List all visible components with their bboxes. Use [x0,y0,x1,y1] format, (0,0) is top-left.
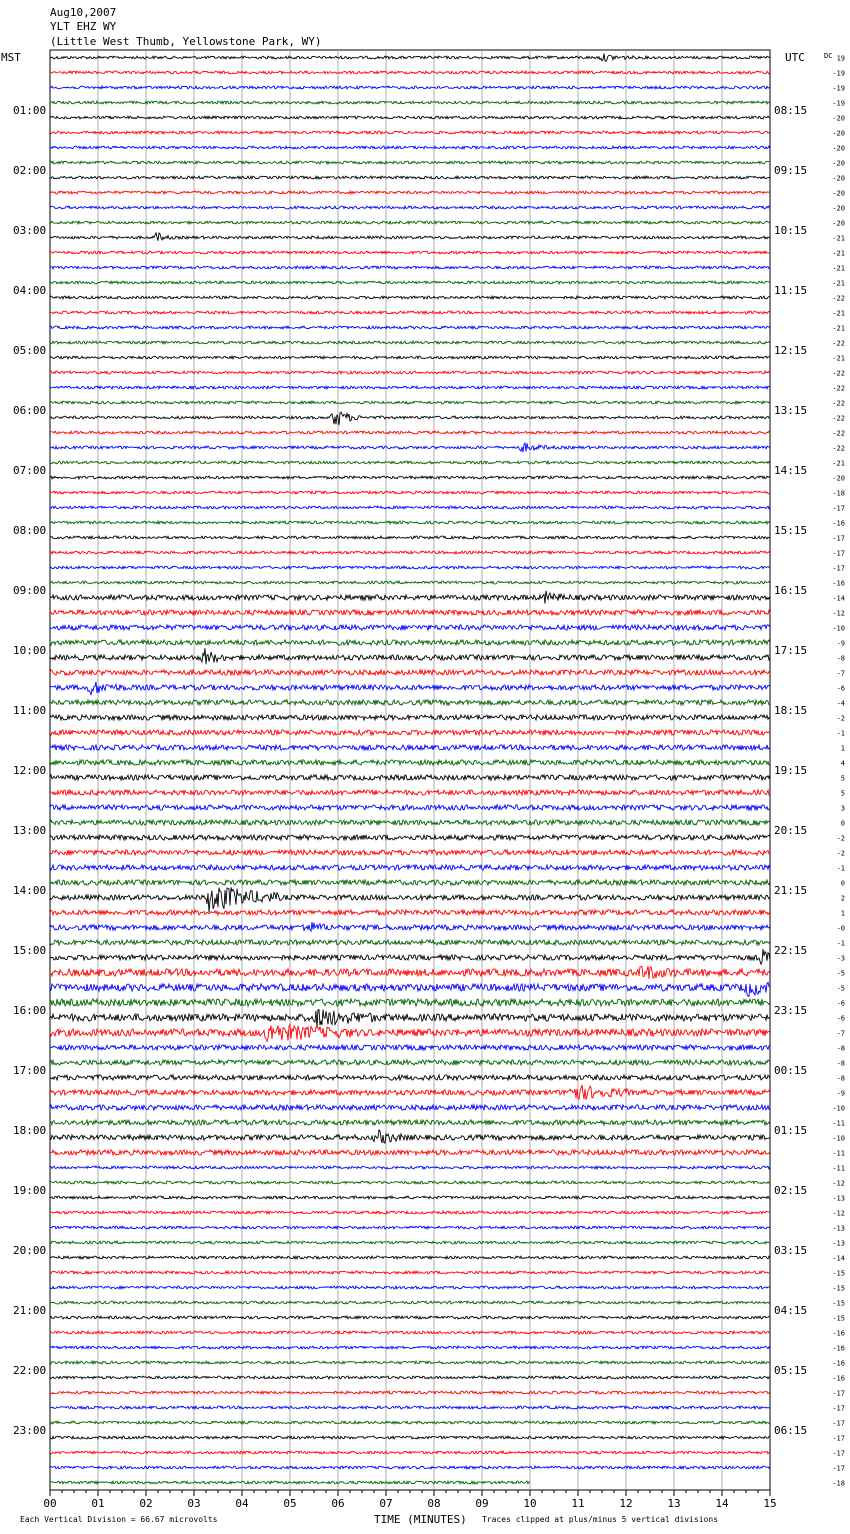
trace-row-34 [50,566,770,569]
trace-row-10 [50,206,770,209]
trace-row-85 [50,1331,770,1334]
dc-offset-label: -9 [836,1089,845,1098]
trace-row-91 [50,1421,770,1424]
trace-row-2 [50,86,770,89]
dc-offset-label: -15 [832,1314,845,1323]
trace-row-57 [50,910,770,915]
dc-offset-label: -2 [836,834,845,843]
x-axis [43,1490,776,1510]
left-time-label: 18:00 [13,1124,47,1137]
dc-offset-label: -15 [832,1269,845,1278]
trace-row-40 [50,648,770,664]
dc-offset-label: -18 [832,489,845,498]
dc-offset-label: -12 [832,609,845,618]
trace-row-93 [50,1451,770,1454]
trace-row-24 [50,412,770,425]
dc-offset-label: -16 [832,1329,845,1338]
trace-row-65 [50,1024,770,1041]
dc-offset-label: -8 [836,1059,845,1068]
dc-offset-label: -15 [832,1284,845,1293]
trace-row-88 [50,1376,770,1379]
left-time-labels [13,104,46,1437]
trace-row-32 [50,536,770,539]
trace-row-89 [50,1391,770,1394]
dc-offset-label: -22 [832,339,845,348]
trace-row-79 [50,1241,770,1244]
trace-row-29 [50,491,770,494]
dc-offset-label: -11 [832,1149,845,1158]
dc-offset-label: -20 [832,474,845,483]
dc-offset-label: -12 [832,1179,845,1188]
dc-offset-label: -13 [832,1224,845,1233]
trace-row-77 [50,1211,770,1214]
dc-offset-label: -22 [832,294,845,303]
x-tick-label: 12 [619,1497,633,1510]
left-time-label: 01:00 [13,104,47,117]
left-time-label: 22:00 [13,1364,47,1377]
trace-row-25 [50,431,770,434]
dc-offset-label: -5 [836,969,845,978]
right-time-label: 21:15 [774,884,808,897]
trace-row-60 [50,949,770,964]
trace-row-83 [50,1301,770,1304]
left-time-label: 09:00 [13,584,47,597]
trace-row-19 [50,341,770,344]
dc-offset-label: -16 [832,1374,845,1383]
dc-offset-label: -20 [832,204,845,213]
trace-row-75 [50,1181,770,1184]
trace-row-28 [50,476,770,479]
trace-row-49 [50,790,770,795]
dc-offset-label: -20 [832,114,845,123]
x-tick-label: 11 [571,1497,585,1510]
x-tick-label: 06 [331,1497,345,1510]
dc-offset-label: -14 [832,594,845,603]
left-time-label: 16:00 [13,1004,47,1017]
dc-offset-label: -18 [832,1479,845,1488]
left-time-label: 13:00 [13,824,47,837]
dc-offset-label: 5 [840,789,845,798]
trace-row-26 [50,443,770,452]
dc-offset-label: -4 [836,699,845,708]
dc-offset-label: -8 [836,654,845,663]
trace-row-13 [50,251,770,254]
dc-offset-label: -21 [832,279,845,288]
trace-row-5 [50,131,770,134]
trace-row-27 [50,461,770,464]
dc-offset-label: -16 [832,579,845,588]
dc-offset-label: -17 [832,1419,845,1428]
dc-offset-label: -10 [832,1104,845,1113]
trace-row-1 [50,71,770,74]
left-timezone-label: MST [1,51,21,64]
right-timezone-label: UTC [785,51,805,64]
trace-row-84 [50,1316,770,1319]
trace-row-9 [50,191,770,194]
left-time-label: 23:00 [13,1424,47,1437]
trace-row-43 [50,700,770,705]
trace-row-70 [50,1105,770,1110]
x-tick-label: 15 [763,1497,777,1510]
right-time-label: 10:15 [774,224,808,237]
dc-offset-label: -20 [832,129,845,138]
dc-offset-label: 19 [836,54,845,63]
right-time-label: 22:15 [774,944,808,957]
dc-offset-label: -11 [832,1119,845,1128]
dc-offset-label: -19 [832,99,845,108]
trace-row-8 [50,176,770,179]
header-station: YLT EHZ WY [50,20,117,33]
trace-row-64 [50,1010,770,1028]
left-time-label: 15:00 [13,944,47,957]
dc-offset-label: -0 [836,924,845,933]
dc-offset-label: -22 [832,384,845,393]
x-tick-label: 09 [475,1497,489,1510]
left-time-label: 14:00 [13,884,47,897]
x-tick-label: 14 [715,1497,729,1510]
trace-row-35 [50,581,770,584]
dc-offset-label: 5 [840,774,845,783]
dc-offset-label: -20 [832,189,845,198]
trace-row-54 [50,865,770,870]
dc-offset-label: -5 [836,984,845,993]
left-time-label: 04:00 [13,284,47,297]
dc-offset-label: -17 [832,1404,845,1413]
trace-row-73 [50,1150,770,1155]
trace-row-20 [50,356,770,359]
trace-row-56 [50,887,770,912]
right-time-label: 05:15 [774,1364,808,1377]
header-location: (Little West Thumb, Yellowstone Park, WY) [50,35,322,48]
x-tick-label: 03 [187,1497,201,1510]
x-tick-label: 02 [139,1497,153,1510]
dc-offset-label: -21 [832,354,845,363]
trace-row-42 [50,682,770,695]
footer-clip-note: Traces clipped at plus/minus 5 vertical divisions [482,1515,719,1524]
trace-row-44 [50,715,770,720]
dc-offset-label: -12 [832,1209,845,1218]
dc-offset-label: -13 [832,1194,845,1203]
dc-offset-label: -16 [832,1344,845,1353]
right-time-label: 13:15 [774,404,808,417]
trace-row-50 [50,805,770,810]
dc-offset-label: -16 [832,519,845,528]
dc-offset-label: -8 [836,1044,845,1053]
trace-row-94 [50,1466,770,1469]
dc-offset-label: -17 [832,1389,845,1398]
trace-row-38 [50,625,770,630]
left-time-label: 05:00 [13,344,47,357]
dc-offset-label: -21 [832,459,845,468]
dc-offset-label: -20 [832,174,845,183]
dc-offset-label: -21 [832,234,845,243]
left-time-label: 02:00 [13,164,47,177]
dc-offset-label: -17 [832,1464,845,1473]
dc-offset-label: -1 [836,939,845,948]
x-tick-label: 13 [667,1497,681,1510]
trace-row-48 [50,775,770,780]
trace-row-46 [50,745,770,750]
trace-row-16 [50,296,770,299]
x-tick-label: 00 [43,1497,57,1510]
left-time-label: 17:00 [13,1064,47,1077]
trace-row-12 [50,233,770,241]
trace-row-78 [50,1226,770,1229]
right-time-label: 12:15 [774,344,808,357]
trace-row-36 [50,591,770,604]
dc-offset-label: -10 [832,1134,845,1143]
dc-offset-label: -19 [832,69,845,78]
right-time-label: 11:15 [774,284,808,297]
dc-offset-label: -2 [836,714,845,723]
trace-row-87 [50,1361,770,1364]
dc-offset-label: -16 [832,1359,845,1368]
left-time-label: 07:00 [13,464,47,477]
trace-row-47 [50,760,770,765]
dc-offset-label: -17 [832,564,845,573]
dc-offset-label: -9 [836,639,845,648]
x-tick-label: 10 [523,1497,537,1510]
dc-offset-label: -17 [832,549,845,558]
trace-row-68 [50,1075,770,1080]
left-time-label: 10:00 [13,644,47,657]
dc-offset-label: -13 [832,1239,845,1248]
header-date: Aug10,2007 [50,6,117,19]
trace-row-39 [50,640,770,645]
trace-row-67 [50,1060,770,1065]
dc-offset-label: -19 [832,84,845,93]
trace-group [50,54,770,1484]
trace-row-11 [50,221,770,224]
left-time-label: 20:00 [13,1244,47,1257]
right-time-label: 14:15 [774,464,808,477]
right-time-label: 00:15 [774,1064,808,1077]
trace-row-63 [50,999,770,1006]
trace-row-86 [50,1346,770,1349]
dc-offset-label: -21 [832,264,845,273]
trace-row-22 [50,386,770,389]
trace-row-45 [50,730,770,735]
dc-offset-label: -17 [832,504,845,513]
dc-offset-label: -1 [836,729,845,738]
trace-row-66 [50,1045,770,1050]
dc-offset-label: -17 [832,534,845,543]
left-time-label: 08:00 [13,524,47,537]
trace-row-21 [50,371,770,374]
dc-offset-label: -1 [836,864,845,873]
dc-offset-label: 3 [840,804,845,813]
trace-row-80 [50,1256,770,1259]
dc-offset-label: -22 [832,369,845,378]
dc-offset-label: -7 [836,669,845,678]
dc-offset-label: -14 [832,1254,845,1263]
trace-row-58 [50,922,770,931]
dc-offset-label: -21 [832,249,845,258]
x-tick-label: 04 [235,1497,249,1510]
trace-row-3 [50,101,770,104]
left-time-label: 06:00 [13,404,47,417]
dc-offset-label: -10 [832,624,845,633]
right-time-label: 04:15 [774,1304,808,1317]
dc-offset-label: -22 [832,414,845,423]
dc-offset-label: -3 [836,954,845,963]
trace-row-82 [50,1286,770,1289]
dc-offset-label: 2 [840,894,845,903]
trace-row-4 [50,116,770,119]
x-axis-label: TIME (MINUTES) [374,1513,467,1526]
trace-row-23 [50,401,770,404]
trace-row-41 [50,670,770,675]
trace-row-59 [50,940,770,945]
trace-row-71 [50,1120,770,1125]
trace-row-18 [50,326,770,329]
trace-row-17 [50,311,770,314]
trace-row-74 [50,1166,770,1169]
trace-row-55 [50,880,770,885]
trace-row-52 [50,835,770,840]
dc-offset-label: -7 [836,1029,845,1038]
trace-row-53 [50,850,770,855]
trace-row-81 [50,1271,770,1274]
trace-row-0 [50,54,770,62]
footer-division-note: Each Vertical Division = 66.67 microvolts [20,1515,218,1524]
right-time-label: 20:15 [774,824,808,837]
x-tick-label: 05 [283,1497,297,1510]
left-time-label: 21:00 [13,1304,47,1317]
dc-offset-label: -22 [832,399,845,408]
right-time-label: 16:15 [774,584,808,597]
trace-row-14 [50,266,770,269]
dc-offset-label: -6 [836,999,845,1008]
dc-offset-label: -2 [836,849,845,858]
left-time-label: 11:00 [13,704,47,717]
dc-offset-label: -17 [832,1434,845,1443]
right-time-label: 01:15 [774,1124,808,1137]
trace-row-31 [50,521,770,524]
trace-row-6 [50,146,770,149]
trace-row-61 [50,966,770,979]
x-tick-label: 07 [379,1497,393,1510]
dc-offset-label: -22 [832,444,845,453]
dc-offset-label: -6 [836,1014,845,1023]
left-time-label: 03:00 [13,224,47,237]
dc-offset-label: 0 [840,819,845,828]
trace-row-30 [50,506,770,509]
x-tick-label: 08 [427,1497,441,1510]
dc-offset-label: 1 [840,909,845,918]
right-time-label: 06:15 [774,1424,808,1437]
left-time-label: 19:00 [13,1184,47,1197]
trace-row-51 [50,820,770,825]
right-time-label: 18:15 [774,704,808,717]
trace-row-72 [50,1130,770,1143]
trace-row-7 [50,161,770,164]
x-tick-label: 01 [91,1497,105,1510]
dc-offset-label: -20 [832,159,845,168]
trace-row-92 [50,1436,770,1439]
right-time-label: 02:15 [774,1184,808,1197]
trace-row-76 [50,1196,770,1199]
dc-offset-label: 0 [840,879,845,888]
right-time-label: 09:15 [774,164,808,177]
dc-offset-label: -6 [836,684,845,693]
left-time-label: 12:00 [13,764,47,777]
dc-offset-label: -8 [836,1074,845,1083]
right-time-label: 03:15 [774,1244,808,1257]
dc-offset-label: -22 [832,429,845,438]
trace-row-69 [50,1085,770,1100]
trace-row-15 [50,281,770,284]
right-time-label: 23:15 [774,1004,808,1017]
right-time-label: 15:15 [774,524,808,537]
dc-offset-labels [832,55,845,1488]
dc-offset-label: -20 [832,219,845,228]
dc-offset-label: -21 [832,309,845,318]
dc-offset-label: -11 [832,1164,845,1173]
dc-offset-label: -21 [832,324,845,333]
right-time-labels [774,104,807,1437]
trace-row-90 [50,1406,770,1409]
right-time-label: 19:15 [774,764,808,777]
dc-label: DC [824,52,833,60]
dc-offset-label: 4 [840,759,845,768]
trace-row-62 [50,982,770,996]
trace-row-37 [50,610,770,615]
dc-offset-label: 1 [840,744,845,753]
dc-offset-label: -17 [832,1449,845,1458]
right-time-label: 17:15 [774,644,808,657]
trace-row-33 [50,551,770,554]
dc-offset-label: -15 [832,1299,845,1308]
right-time-label: 08:15 [774,104,808,117]
dc-offset-label: -20 [832,144,845,153]
